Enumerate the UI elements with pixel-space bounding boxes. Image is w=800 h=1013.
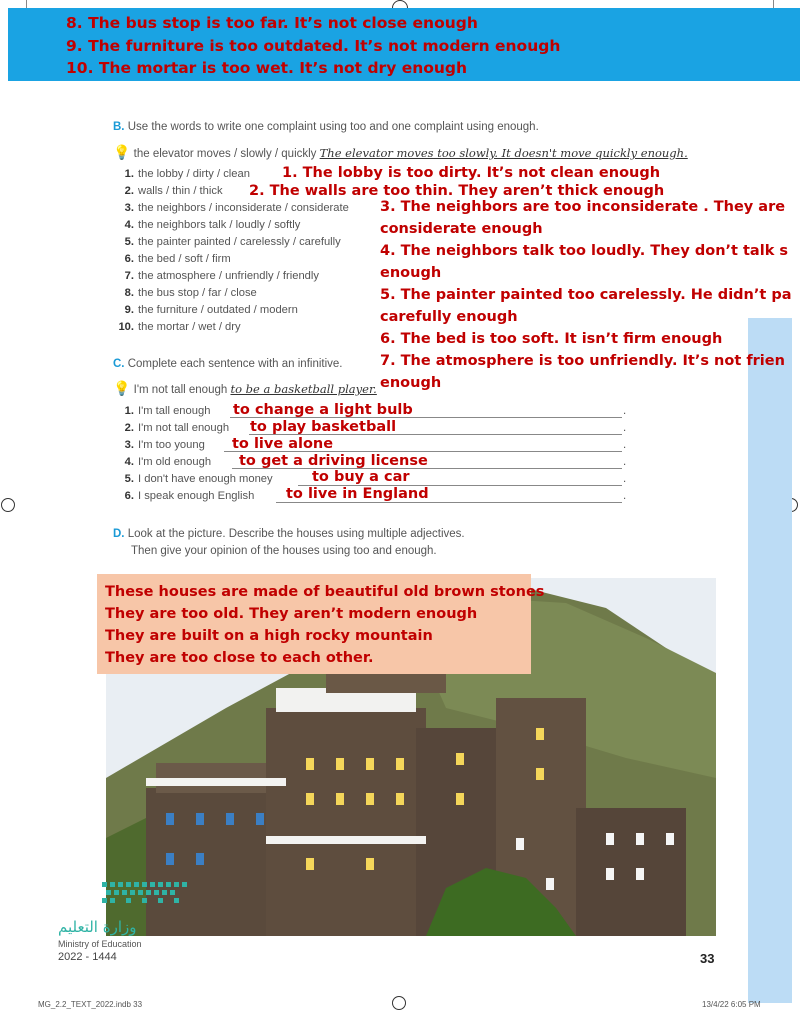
- lightbulb-icon: 💡: [113, 380, 131, 396]
- section-b-item-9: 9. the furniture / outdated / modern: [124, 304, 298, 316]
- answer-line-6: [276, 502, 622, 503]
- section-c-item-3: 3. I'm too young: [124, 439, 205, 451]
- section-d-letter: D.: [113, 528, 125, 540]
- section-c-example: [113, 380, 377, 397]
- file-name: MG_2.2_TEXT_2022.indb 33: [38, 1000, 143, 1009]
- section-c-answer-4: to get a driving license: [239, 453, 428, 469]
- section-c-answer-3: to live alone: [232, 436, 334, 452]
- section-d-instruction-2: Then give your opinion of the houses using too and enough.: [131, 545, 437, 557]
- section-b-answer-2: 2. The walls are too thin. They aren’t thick enough: [249, 183, 665, 199]
- registration-mark-bottom: [392, 996, 406, 1010]
- page-side-bar: [748, 318, 792, 1003]
- section-b-letter: B.: [113, 121, 125, 133]
- section-c-heading: [113, 358, 343, 370]
- period: .: [623, 473, 627, 485]
- section-c-example-prompt: I'm not tall enough: [133, 384, 228, 396]
- section-d-heading: [113, 528, 465, 540]
- banner-line-10: 10. The mortar is too wet. It’s not dry enough: [66, 59, 468, 77]
- section-c-answer-5: to buy a car: [312, 469, 410, 485]
- period: .: [623, 490, 627, 502]
- section-b-heading: [113, 121, 539, 133]
- note-line-1: These houses are made of beautiful old brown stones: [105, 584, 545, 600]
- banner-line-8: 8. The bus stop is too far. It’s not close enough: [66, 14, 478, 32]
- section-c-instruction: Complete each sentence with an infinitive.: [127, 358, 343, 370]
- section-c-letter: C.: [113, 358, 125, 370]
- period: .: [623, 439, 627, 451]
- section-c-item-5: 5. I don't have enough money: [124, 473, 273, 485]
- ministry-logo: [100, 880, 190, 920]
- section-c-item-6: 6. I speak enough English: [124, 490, 255, 502]
- banner-line-9: 9. The furniture is too outdated. It’s not modern enough: [66, 37, 561, 55]
- section-c-item-1: 1. I'm tall enough: [124, 405, 211, 417]
- lightbulb-icon: 💡: [113, 144, 131, 160]
- ministry-arabic-name: وزارة التعليم: [58, 918, 137, 936]
- section-b-item-3: 3. the neighbors / inconsiderate / considerate: [124, 202, 349, 214]
- period: .: [623, 456, 627, 468]
- section-b-instruction: Use the words to write one complaint using too and one complaint using enough.: [127, 121, 539, 133]
- section-b-example-prompt: the elevator moves / slowly / quickly: [133, 148, 317, 160]
- section-b-answer-7a: 7. The atmosphere is too unfriendly. It’s not frien: [380, 353, 785, 369]
- section-b-answer-5a: 5. The painter painted too carelessly. He didn’t pa: [380, 287, 792, 303]
- section-b-item-8: 8. the bus stop / far / close: [124, 287, 257, 299]
- section-c-item-2: 2. I'm not tall enough: [124, 422, 230, 434]
- print-timestamp: 13/4/22 6:05 PM: [702, 1000, 761, 1009]
- section-c-example-answer: to be a basketball player.: [230, 382, 377, 396]
- section-c-item-4: 4. I'm old enough: [124, 456, 212, 468]
- section-b-item-4: 4. the neighbors talk / loudly / softly: [124, 219, 301, 231]
- note-line-4: They are too close to each other.: [105, 650, 374, 666]
- section-b-example: [113, 144, 688, 161]
- section-c-answer-1: to change a light bulb: [233, 402, 413, 418]
- note-line-3: They are built on a high rocky mountain: [105, 628, 433, 644]
- section-b-item-2: 2. walls / thin / thick: [124, 185, 223, 197]
- section-b-answer-1: 1. The lobby is too dirty. It’s not clean enough: [282, 165, 661, 181]
- section-b-answer-4a: 4. The neighbors talk too loudly. They don’t talk s: [380, 243, 789, 259]
- section-b-answer-5b: carefully enough: [380, 309, 518, 325]
- section-c-answer-6: to live in England: [286, 486, 429, 502]
- page-number: 33: [700, 951, 715, 966]
- section-b-answer-4b: enough: [380, 265, 442, 281]
- section-b-item-10: 10. the mortar / wet / dry: [118, 321, 241, 333]
- note-line-2: They are too old. They aren’t modern enough: [105, 606, 478, 622]
- section-b-answer-7b: enough: [380, 375, 442, 391]
- period: .: [623, 405, 627, 417]
- section-b-answers-clip: [380, 199, 792, 399]
- section-d-instruction-1: Look at the picture. Describe the houses using multiple adjectives.: [127, 528, 465, 540]
- edition-year: 2022 - 1444: [58, 951, 117, 963]
- period: .: [623, 422, 627, 434]
- section-b-answer-3a: 3. The neighbors are too inconsiderate . They are: [380, 199, 786, 215]
- section-b-answer-6: 6. The bed is too soft. It isn’t firm enough: [380, 331, 723, 347]
- section-b-item-5: 5. the painter painted / carelessly / carefully: [124, 236, 341, 248]
- section-b-item-1: 1. the lobby / dirty / clean: [124, 168, 250, 180]
- section-b-item-6: 6. the bed / soft / firm: [124, 253, 231, 265]
- registration-mark-left: [1, 498, 15, 512]
- section-b-answer-3b: considerate enough: [380, 221, 543, 237]
- section-b-item-7: 7. the atmosphere / unfriendly / friendly: [124, 270, 319, 282]
- ministry-name: Ministry of Education: [58, 939, 142, 949]
- section-c-answer-2: to play basketball: [250, 419, 397, 435]
- section-b-example-answer: The elevator moves too slowly. It doesn't move quickly enough.: [319, 146, 688, 160]
